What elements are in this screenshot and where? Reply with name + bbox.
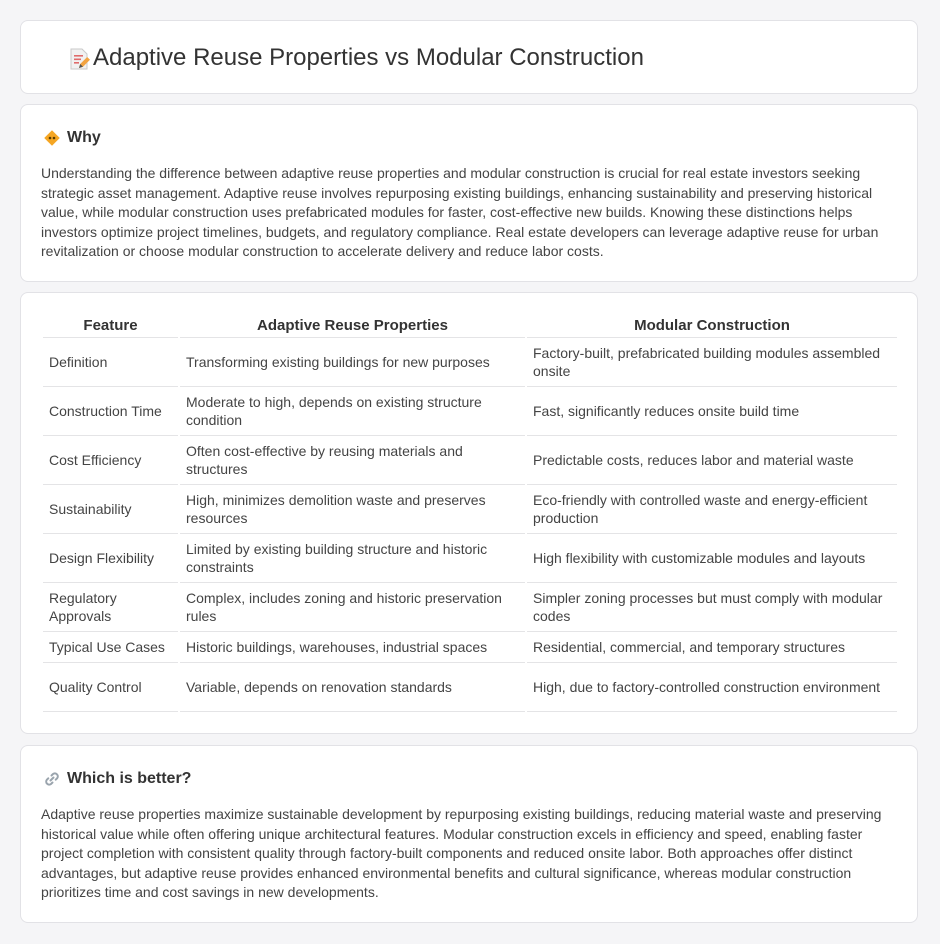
comparison-table-card: [20, 292, 918, 734]
feature-cell: Quality Control: [43, 663, 178, 712]
page-title: Adaptive Reuse Properties vs Modular Construction: [93, 44, 644, 71]
header-modular-construction: Modular Construction: [634, 316, 790, 334]
modular-cell: High flexibility with customizable modules and layouts: [527, 534, 897, 583]
table-row: [43, 387, 897, 436]
modular-cell: Fast, significantly reduces onsite build time: [527, 387, 897, 436]
why-heading: Why: [67, 129, 101, 146]
table-row: [43, 337, 897, 387]
table-row: [43, 583, 897, 632]
table-row: [43, 534, 897, 583]
feature-cell: Regulatory Approvals: [43, 583, 178, 632]
feature-cell: Typical Use Cases: [43, 632, 178, 663]
modular-cell: Residential, commercial, and temporary structures: [527, 632, 897, 663]
modular-cell: Eco-friendly with controlled waste and energy-efficient production: [527, 485, 897, 534]
adaptive-cell: Variable, depends on renovation standards: [180, 663, 525, 712]
feature-cell: Construction Time: [43, 387, 178, 436]
which-is-better-paragraph: Adaptive reuse properties maximize sustainable development by repurposing existing buildings, reducing material waste and preserving historical value while often offering unique architectural features. Modular construction excels in efficiency and speed, enabling faster project completion with consistent quality through factory-built components and reduced onsite labor. Both approaches offer distinct advantages, but adaptive reuse provides enhanced environmental benefits and cultural significance, whereas modular construction prioritizes time and cost savings in new developments.: [41, 806, 882, 901]
diamond-warning-icon: [43, 129, 61, 147]
feature-cell: Definition: [43, 337, 178, 387]
adaptive-cell: High, minimizes demolition waste and preserves resources: [180, 485, 525, 534]
document-edit-icon: [67, 47, 91, 71]
comparison-table: [41, 313, 899, 712]
feature-cell: Cost Efficiency: [43, 436, 178, 485]
adaptive-cell: Complex, includes zoning and historic preservation rules: [180, 583, 525, 632]
which-is-better-section: [20, 745, 918, 923]
header-adaptive-reuse: Adaptive Reuse Properties: [257, 316, 448, 334]
title-card: [20, 20, 918, 94]
modular-cell: High, due to factory-controlled construction environment: [527, 663, 897, 712]
adaptive-cell: Often cost-effective by reusing materials and structures: [180, 436, 525, 485]
why-paragraph: Understanding the difference between adaptive reuse properties and modular construction is crucial for real estate investors seeking strategic asset management. Adaptive reuse involves repurposing existing buildings, enhancing sustainability and preserving historical value, while modular construction uses prefabricated modules for faster, cost-effective new builds. Knowing these distinctions helps investors optimize project timelines, budgets, and regulatory compliance. Real estate developers can leverage adaptive reuse for urban revitalization or choose modular construction to accelerate delivery and reduce labor costs.: [41, 165, 879, 260]
adaptive-cell: Limited by existing building structure and historic constraints: [180, 534, 525, 583]
table-row: [43, 436, 897, 485]
why-section: [20, 104, 918, 282]
feature-cell: Design Flexibility: [43, 534, 178, 583]
modular-cell: Simpler zoning processes but must comply with modular codes: [527, 583, 897, 632]
table-row: [43, 663, 897, 712]
adaptive-cell: Historic buildings, warehouses, industrial spaces: [180, 632, 525, 663]
link-icon: [43, 770, 61, 788]
table-row: [43, 632, 897, 663]
table-row: [43, 485, 897, 534]
modular-cell: Predictable costs, reduces labor and material waste: [527, 436, 897, 485]
which-is-better-heading: Which is better?: [67, 770, 192, 787]
modular-cell: Factory-built, prefabricated building modules assembled onsite: [527, 337, 897, 387]
adaptive-cell: Transforming existing buildings for new purposes: [180, 337, 525, 387]
feature-cell: Sustainability: [43, 485, 178, 534]
header-feature: Feature: [83, 316, 138, 334]
adaptive-cell: Moderate to high, depends on existing structure condition: [180, 387, 525, 436]
table-header-row: [43, 313, 897, 337]
